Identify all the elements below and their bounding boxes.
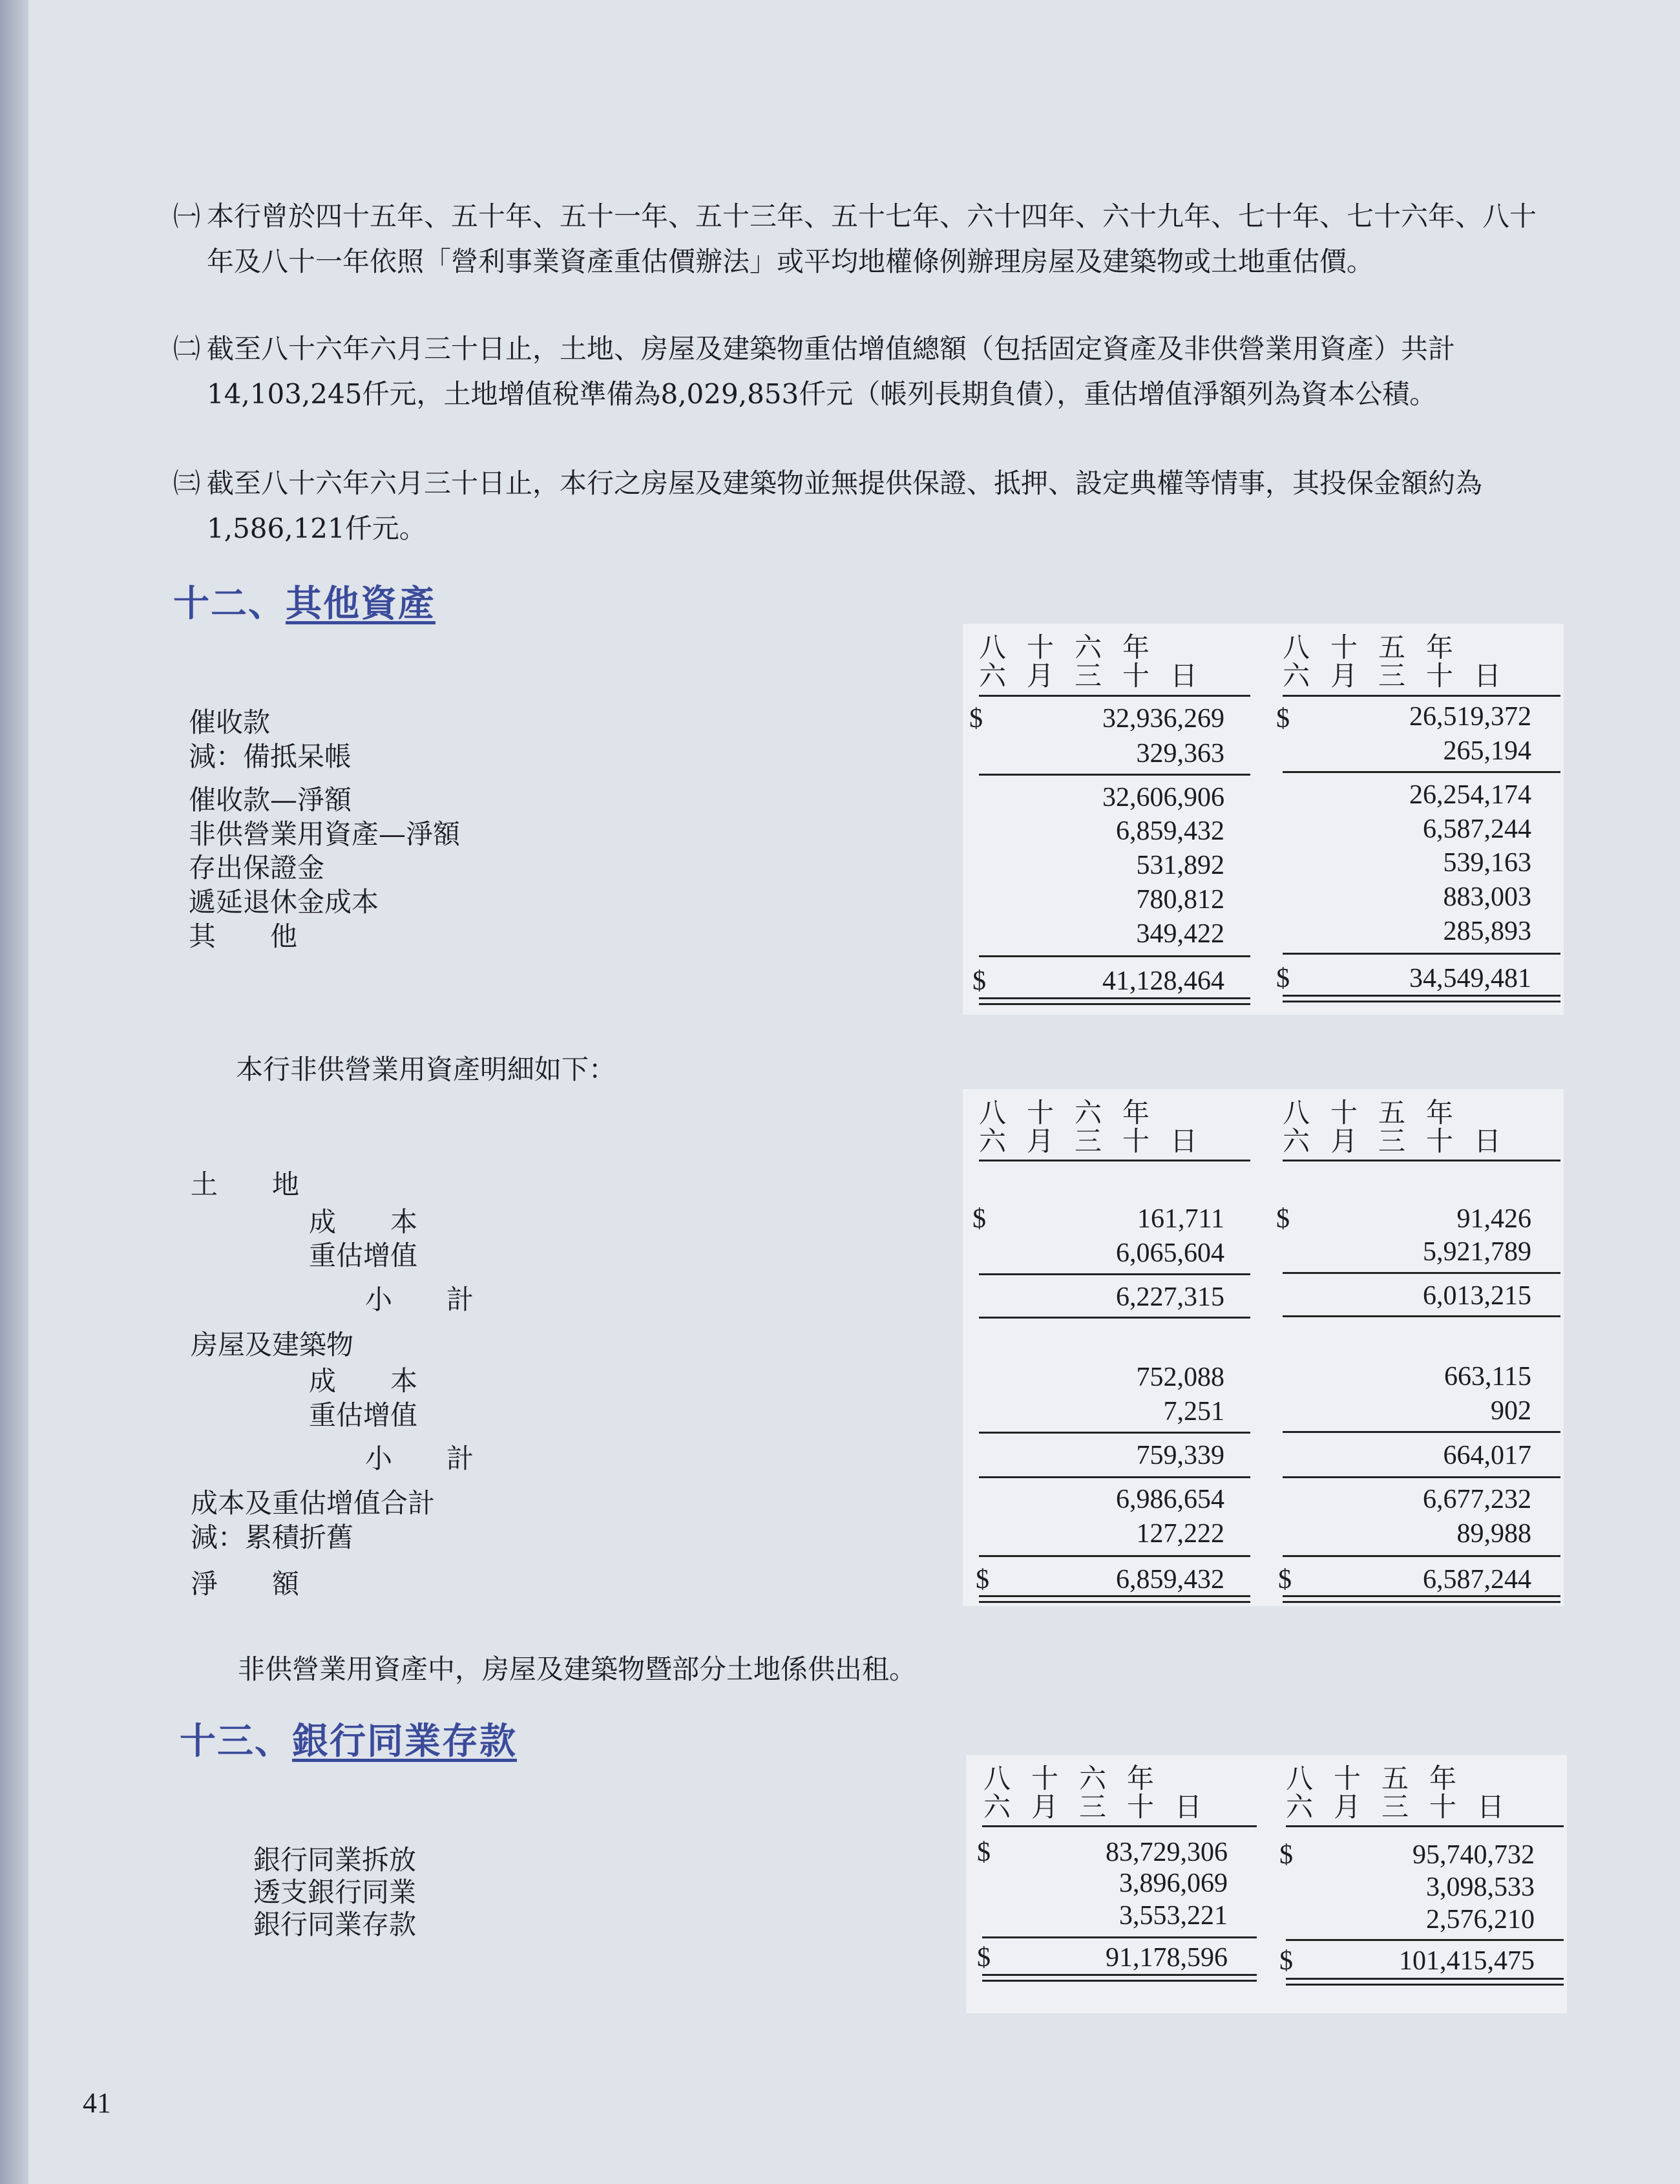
header-line-2: 六月三十日 (1283, 1125, 1522, 1157)
value-85: 26,254,174 (1409, 780, 1531, 810)
row-label: 土 地 (191, 1169, 300, 1200)
col-header-86 (979, 633, 1218, 690)
row-label: 小 計 (365, 1284, 474, 1315)
header-line-1: 八十五年 (1286, 1763, 1478, 1794)
header-line-2: 六月三十日 (1286, 1791, 1526, 1823)
subtotal-rule (1283, 1315, 1560, 1317)
total-rule (979, 955, 1250, 957)
page-number: 41 (83, 2087, 111, 2119)
row-label: 銀行同業拆放 (253, 1844, 417, 1876)
note-number: ㈢ (173, 467, 201, 499)
footnote: 非供營業用資產中，房屋及建築物暨部分土地係供出租。 (238, 1653, 917, 1685)
value-86: 32,936,269 (1102, 704, 1224, 734)
subtotal-rule (979, 1476, 1250, 1478)
header-line-1: 八十五年 (1283, 1097, 1475, 1129)
subtotal-rule (1283, 1272, 1560, 1274)
col-header-86 (983, 1765, 1223, 1821)
double-rule (1286, 1978, 1564, 1986)
row-label: 成 本 (309, 1206, 418, 1238)
total-rule (1286, 1939, 1564, 1941)
value-86: 780,812 (1136, 885, 1224, 915)
header-line-2: 六月三十日 (983, 1791, 1223, 1823)
dollar-sign: $ (976, 1565, 989, 1595)
double-rule (979, 997, 1250, 1005)
value-85: 91,426 (1456, 1204, 1531, 1234)
dollar-sign: $ (1276, 964, 1290, 993)
row-label: 透支銀行同業 (253, 1876, 417, 1908)
value-85: 26,519,372 (1409, 702, 1531, 732)
total-85: 6,587,244 (1423, 1565, 1531, 1595)
row-label: 催收款 (189, 706, 271, 738)
value-86: 349,422 (1136, 919, 1224, 949)
dollar-sign: $ (1279, 1946, 1293, 1976)
dollar-sign: $ (1279, 1840, 1293, 1870)
header-line-1: 八十五年 (1283, 631, 1475, 663)
dollar-sign: $ (1276, 704, 1290, 734)
section-12-heading (173, 575, 436, 627)
value-85: 6,587,244 (1423, 814, 1531, 844)
value-85: 902 (1491, 1396, 1531, 1426)
value-85: 2,576,210 (1426, 1905, 1535, 1935)
double-rule (1283, 1595, 1560, 1603)
subtotal-rule (1283, 1431, 1560, 1433)
dollar-sign: $ (969, 704, 983, 734)
header-line-1: 八十六年 (979, 1097, 1171, 1129)
header-line-2: 六月三十日 (979, 1125, 1219, 1157)
double-rule (982, 1974, 1257, 1982)
header-line-2: 六月三十日 (1283, 660, 1522, 692)
header-rule (982, 1825, 1257, 1827)
value-86: 6,065,604 (1116, 1238, 1224, 1268)
value-85: 6,013,215 (1423, 1281, 1531, 1311)
header-line-1: 八十六年 (979, 631, 1171, 663)
section-prefix: 十二、 (173, 582, 286, 625)
total-rule (1283, 1555, 1560, 1557)
double-rule (1283, 995, 1560, 1002)
value-85: 3,098,533 (1426, 1872, 1535, 1902)
header-line-1: 八十六年 (983, 1763, 1175, 1794)
col-header-85 (1286, 1765, 1525, 1821)
subtotal-rule (979, 1273, 1250, 1275)
header-rule (1283, 1160, 1560, 1161)
value-86: 6,227,315 (1116, 1282, 1224, 1312)
total-86: 91,178,596 (1106, 1943, 1228, 1973)
row-label: 淨 額 (191, 1568, 300, 1600)
section-13-heading (180, 1713, 517, 1765)
value-86: 83,729,306 (1106, 1838, 1228, 1867)
dollar-sign: $ (972, 966, 986, 996)
value-85: 95,740,732 (1412, 1840, 1535, 1870)
value-85: 663,115 (1444, 1362, 1531, 1392)
row-label: 遞延退休金成本 (189, 886, 379, 918)
value-85: 539,163 (1443, 848, 1531, 878)
dollar-sign: $ (1278, 1565, 1292, 1595)
header-line-2: 六月三十日 (979, 660, 1219, 692)
value-86: 759,339 (1136, 1441, 1224, 1470)
subtotal-rule (1283, 771, 1560, 773)
total-86: 41,128,464 (1102, 966, 1224, 996)
value-86: 3,896,069 (1119, 1869, 1228, 1898)
value-85: 89,988 (1456, 1519, 1531, 1549)
value-85: 664,017 (1443, 1441, 1531, 1470)
dollar-sign: $ (977, 1838, 991, 1867)
header-rule (979, 1160, 1250, 1161)
row-label: 重估增值 (309, 1240, 418, 1271)
value-86: 161,711 (1137, 1204, 1224, 1234)
value-85: 5,921,789 (1423, 1237, 1531, 1267)
value-86: 32,606,906 (1102, 783, 1224, 812)
note-text: 截至八十六年六月三十日止，土地、房屋及建築物重估增值總額（包括固定資產及非供營業用資產）共計14,103,245仟元，土地增值稅準備為8,029,853仟元（帳列長期負債），重估增值淨額列為資本公積。 (207, 333, 1456, 410)
header-rule (1286, 1825, 1564, 1827)
total-86: 6,859,432 (1116, 1565, 1224, 1595)
col-header-86 (979, 1099, 1218, 1156)
dollar-sign: $ (972, 1204, 986, 1234)
note-text: 截至八十六年六月三十日止，本行之房屋及建築物並無提供保證、抵押、設定典權等情事，其投保金額約為1,586,121仟元。 (207, 467, 1483, 544)
row-label: 非供營業用資產—淨額 (189, 818, 461, 850)
col-header-85 (1283, 633, 1522, 690)
value-85: 6,677,232 (1423, 1485, 1531, 1514)
row-label: 重估增值 (309, 1399, 418, 1431)
col-header-85 (1283, 1099, 1522, 1156)
value-86: 6,986,654 (1116, 1485, 1224, 1514)
section-prefix: 十三、 (180, 1720, 292, 1763)
subtotal-rule (979, 1317, 1250, 1319)
subtotal-rule (1283, 1476, 1560, 1478)
row-label: 其 他 (189, 920, 298, 952)
total-rule (982, 1936, 1257, 1938)
row-label: 成本及重估增值合計 (191, 1487, 436, 1519)
total-rule (1283, 953, 1560, 955)
value-86: 3,553,221 (1119, 1901, 1228, 1931)
note-text: 本行曾於四十五年、五十年、五十一年、五十三年、五十七年、六十四年、六十九年、七十年、七十六年、八十年及八十一年依照「營利事業資產重估價辦法」或平均地權條例辦理房屋及建築物或土地重估價。 (207, 200, 1537, 277)
section-title: 其他資產 (286, 582, 436, 625)
row-label: 催收款—淨額 (189, 784, 352, 816)
note-3 (173, 461, 1556, 551)
value-86: 6,859,432 (1116, 816, 1224, 846)
note-2 (173, 326, 1556, 417)
section-title: 銀行同業存款 (292, 1720, 517, 1763)
value-86: 127,222 (1136, 1519, 1224, 1549)
row-label: 房屋及建築物 (191, 1329, 354, 1361)
subtotal-rule (979, 1432, 1250, 1434)
header-rule (1283, 695, 1560, 697)
page-edge (0, 0, 28, 2184)
double-rule (979, 1595, 1250, 1603)
row-label: 減：累積折舊 (191, 1521, 354, 1553)
note-1 (173, 194, 1556, 284)
total-85: 34,549,481 (1409, 964, 1531, 993)
total-rule (979, 1555, 1250, 1557)
dollar-sign: $ (977, 1943, 991, 1973)
value-86: 329,363 (1136, 739, 1224, 769)
note-number: ㈡ (173, 333, 201, 365)
row-label: 成 本 (309, 1365, 418, 1397)
dollar-sign: $ (1276, 1204, 1290, 1234)
subtotal-rule (979, 774, 1250, 776)
value-86: 7,251 (1163, 1397, 1224, 1426)
note-number: ㈠ (173, 200, 201, 232)
row-label: 銀行同業存款 (253, 1909, 417, 1940)
value-86: 752,088 (1136, 1362, 1224, 1392)
row-label: 小 計 (365, 1443, 474, 1474)
value-86: 531,892 (1136, 851, 1224, 880)
header-rule (979, 695, 1250, 697)
value-85: 285,893 (1443, 917, 1531, 946)
total-85: 101,415,475 (1399, 1946, 1535, 1976)
detail-intro: 本行非供營業用資產明細如下： (236, 1054, 616, 1085)
row-label: 減：備抵呆帳 (189, 741, 352, 772)
row-label: 存出保證金 (189, 852, 325, 884)
value-85: 265,194 (1443, 736, 1531, 766)
value-85: 883,003 (1443, 882, 1531, 912)
